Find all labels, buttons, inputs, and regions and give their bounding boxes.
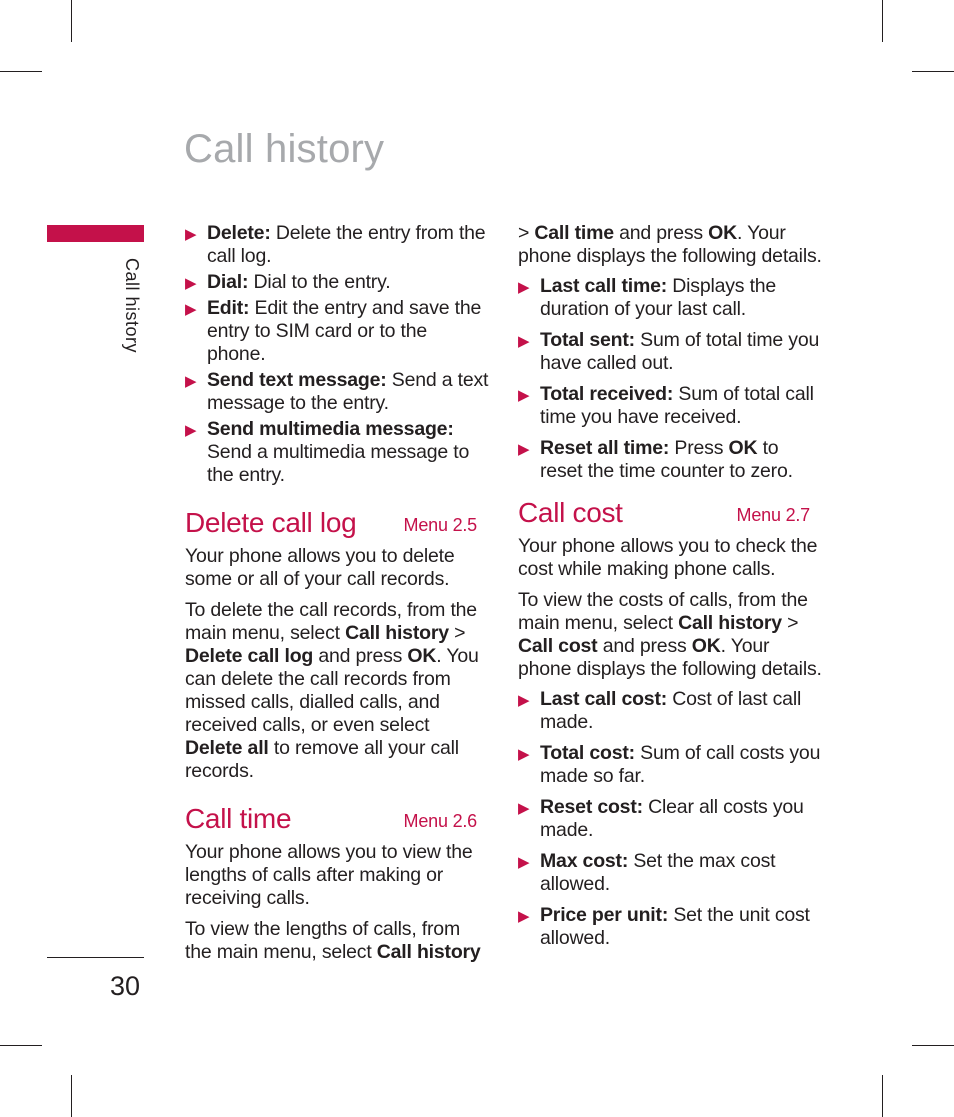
- list-item: ▶ Max cost: Set the max cost allowed.: [518, 850, 776, 895]
- right-column: [518, 222, 823, 954]
- list-item: ▶ Reset all time: Press OK to reset the time counter to zero.: [518, 437, 793, 482]
- paragraph: Your phone allows you to check the cost while making phone calls.: [518, 535, 818, 580]
- call-cost-details-list: [518, 688, 823, 950]
- arrow-right-icon: ▶: [518, 692, 530, 709]
- left-column: [185, 222, 490, 972]
- footer-divider: [47, 957, 144, 958]
- list-item: ▶ Price per unit: Set the unit cost allowed.: [518, 904, 810, 949]
- list-item: ▶ Delete: Delete the entry from the call log.: [185, 222, 486, 267]
- arrow-right-icon: ▶: [518, 746, 530, 763]
- menu-reference: Menu 2.6: [403, 811, 477, 831]
- paragraph: To delete the call records, from the main menu, select Call history > Delete call log and press OK. You can delete the call records from missed calls, dialled calls, and received calls, or even select Delete all to remove all your call records.: [185, 599, 479, 782]
- paragraph: To view the lengths of calls, from the main menu, select Call history: [185, 918, 481, 963]
- list-item: ▶ Edit: Edit the entry and save the entry to SIM card or to the phone.: [185, 297, 482, 365]
- arrow-right-icon: ▶: [518, 441, 530, 458]
- arrow-right-icon: ▶: [185, 373, 197, 390]
- paragraph: > Call time and press OK. Your phone displays the following details.: [518, 222, 822, 267]
- list-item: ▶ Send text message: Send a text message to the entry.: [185, 369, 489, 414]
- page-number: 30: [110, 971, 141, 1001]
- list-item: ▶ Total received: Sum of total call time you have received.: [518, 383, 814, 428]
- list-item: ▶ Last call time: Displays the duration of your last call.: [518, 275, 777, 320]
- arrow-right-icon: ▶: [518, 279, 530, 296]
- section-tab-marker: [47, 225, 144, 242]
- list-item: ▶ Last call cost: Cost of last call made.: [518, 688, 802, 733]
- arrow-right-icon: ▶: [185, 422, 197, 439]
- arrow-right-icon: ▶: [518, 854, 530, 871]
- list-item: ▶ Dial: Dial to the entry.: [185, 271, 391, 293]
- section-heading: Call time: [185, 803, 292, 834]
- crop-mark: [882, 1075, 883, 1117]
- crop-mark: [882, 0, 883, 42]
- arrow-right-icon: ▶: [518, 908, 530, 925]
- crop-mark: [71, 0, 72, 42]
- list-item: ▶ Total cost: Sum of call costs you made so far.: [518, 742, 821, 787]
- side-section-label: Call history: [122, 258, 142, 354]
- crop-mark: [912, 71, 954, 72]
- crop-mark: [0, 71, 42, 72]
- section-heading: Delete call log: [185, 507, 357, 538]
- list-item: ▶ Total sent: Sum of total time you have called out.: [518, 329, 820, 374]
- arrow-right-icon: ▶: [518, 387, 530, 404]
- crop-mark: [71, 1075, 72, 1117]
- arrow-right-icon: ▶: [185, 301, 197, 318]
- paragraph: To view the costs of calls, from the main menu, select Call history > Call cost and press OK. Your phone displays the following details.: [518, 589, 822, 680]
- section-heading: Call cost: [518, 497, 623, 528]
- call-time-details-list: [518, 275, 823, 483]
- menu-reference: Menu 2.5: [403, 515, 477, 535]
- delete-call-log-header: [185, 505, 490, 541]
- call-cost-header: [518, 495, 823, 531]
- entry-options-list: [185, 222, 490, 487]
- page-title: Call history: [184, 127, 385, 171]
- arrow-right-icon: ▶: [518, 333, 530, 350]
- arrow-right-icon: ▶: [185, 226, 197, 243]
- list-item: ▶ Send multimedia message: Send a multimedia message to the entry.: [185, 418, 470, 486]
- list-item: ▶ Reset cost: Clear all costs you made.: [518, 796, 804, 841]
- arrow-right-icon: ▶: [185, 275, 197, 292]
- crop-mark: [0, 1045, 42, 1046]
- call-time-header: [185, 801, 490, 837]
- menu-reference: Menu 2.7: [736, 505, 810, 525]
- paragraph: Your phone allows you to view the lengths of calls after making or receiving calls.: [185, 841, 473, 909]
- crop-mark: [912, 1045, 954, 1046]
- paragraph: Your phone allows you to delete some or all of your call records.: [185, 545, 455, 590]
- arrow-right-icon: ▶: [518, 800, 530, 817]
